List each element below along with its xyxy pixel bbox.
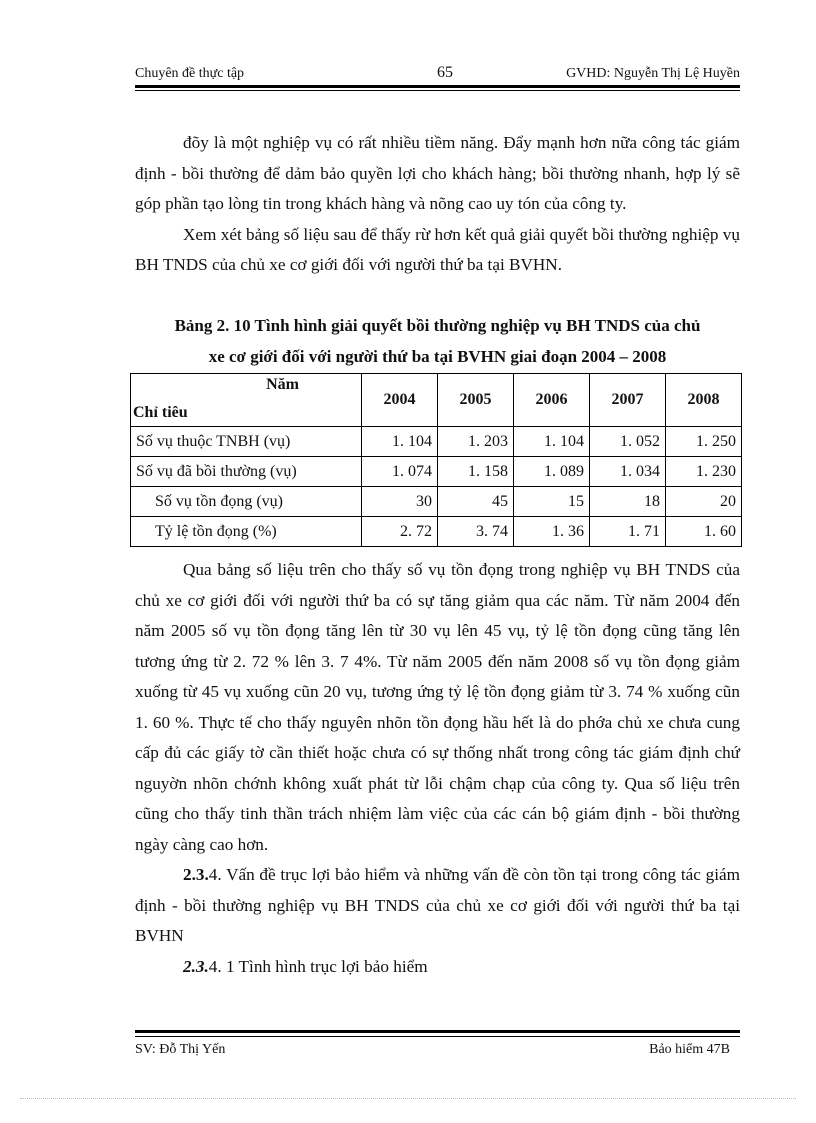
footer-student: SV: Đỗ Thị Yến <box>135 1042 226 1057</box>
data-table <box>130 373 742 547</box>
table-cell: 1. 104 <box>514 427 590 457</box>
paragraph: đõy là một nghiệp vụ có rất nhiều tiềm năng. Đẩy mạnh hơn nữa công tác giám định - bồi thường để dảm bảo quyền lợi cho khách hàng; bồi thường nhanh, hợp lý sẽ góp phần tạo lòng tin trong khách hàng và nõng cao uy tón của công ty. <box>135 133 740 213</box>
table-caption-line1: Bảng 2. 10 Tình hình giải quyết bồi thường nghiệp vụ BH TNDS của chủ <box>174 316 701 335</box>
table-cell: 1. 034 <box>590 457 666 487</box>
table-row <box>131 517 742 547</box>
table-cell: 1. 158 <box>438 457 514 487</box>
year-header: 2005 <box>438 374 514 427</box>
year-header: 2008 <box>666 374 742 427</box>
section-heading-2-3-4 <box>135 860 740 952</box>
table-cell: 1. 052 <box>590 427 666 457</box>
table-cell: 1. 230 <box>666 457 742 487</box>
year-header: 2004 <box>362 374 438 427</box>
row-label: Tỷ lệ tồn đọng (%) <box>131 517 362 547</box>
page-number: 65 <box>437 64 453 81</box>
analysis-text <box>135 555 740 982</box>
table-cell: 1. 089 <box>514 457 590 487</box>
table-caption <box>135 311 740 372</box>
subsection-title: 4. 1 Tình hình trục lợi bảo hiểm <box>208 956 428 976</box>
header-rule-thick <box>135 85 740 88</box>
header-supervisor: GVHD: Nguyễn Thị Lệ Huyền <box>566 66 740 81</box>
table-cell: 1. 074 <box>362 457 438 487</box>
corner-top-label: Năm <box>266 376 299 393</box>
row-label: Số vụ tồn đọng (vụ) <box>131 487 362 517</box>
row-label: Số vụ thuộc TNBH (vụ) <box>131 427 362 457</box>
table-cell: 1. 250 <box>666 427 742 457</box>
header-rule-thin <box>135 90 740 91</box>
paragraph: Qua bảng số liệu trên cho thấy số vụ tồn đọng trong nghiệp vụ BH TNDS của chủ xe cơ giới đối với người thứ ba có sự tăng giảm qua các năm. Từ năm 2004 đến năm 2005 số vụ tồn đọng tăng lên từ 30 vụ lên 45 vụ, tỷ lệ tồn đọng cũng tăng lên tương ứng từ 2. 72 % lên 3. 7 4%. Từ năm 2005 đến năm 2008 số vụ tồn đọng giảm xuống từ 45 vụ xuống cũn 20 vụ, tương ứng tỷ lệ tồn đọng giảm từ 3. 74 % xuống cũn 1. 60 %. Thực tế cho thấy nguyên nhõn tồn đọng hầu hết là do phớa chủ xe chưa cung cấp đủ các giấy tờ cần thiết hoặc chưa có sự thống nhất trong công tác giám định chứ nguyờn nhõn chớnh không xuất phát từ lỗi chậm chạp của công ty. Qua số liệu trên cũng cho thấy tinh thần trách nhiệm làm việc của các cán bộ giám định - bồi thường ngày càng cao hơn. <box>135 560 740 854</box>
table-header-row <box>131 374 742 427</box>
year-header: 2006 <box>514 374 590 427</box>
intro-text <box>135 128 740 281</box>
section-heading-2-3-4-1 <box>135 952 740 983</box>
footer-class: Bảo hiểm 47B <box>649 1042 730 1057</box>
table-row <box>131 457 742 487</box>
table-cell: 15 <box>514 487 590 517</box>
section-number: 2.3. <box>183 865 209 884</box>
footer-rule-thick <box>135 1030 740 1033</box>
table-cell: 1. 104 <box>362 427 438 457</box>
row-label: Số vụ đã bồi thường (vụ) <box>131 457 362 487</box>
table-cell: 1. 60 <box>666 517 742 547</box>
table-cell: 2. 72 <box>362 517 438 547</box>
subsection-number: 2.3. <box>183 956 209 976</box>
year-header: 2007 <box>590 374 666 427</box>
table-caption-line2: xe cơ giới đối với người thứ ba tại BVHN giai đoạn 2004 – 2008 <box>208 346 667 366</box>
table-cell: 20 <box>666 487 742 517</box>
corner-bottom-label: Chỉ tiêu <box>133 404 188 421</box>
table-cell: 45 <box>438 487 514 517</box>
section-title: 4. Vấn đề trục lợi bảo hiểm và những vấn đề còn tồn tại trong công tác giám định - bồi thường nghiệp vụ BH TNDS của chủ xe cơ giới đối với người thứ ba tại BVHN <box>135 865 740 945</box>
table-row <box>131 487 742 517</box>
table-cell: 1. 203 <box>438 427 514 457</box>
table-cell: 1. 36 <box>514 517 590 547</box>
page-edge-dots <box>20 1098 796 1099</box>
paragraph: Xem xét bảng số liệu sau để thấy rừ hơn kết quả giải quyết bồi thường nghiệp vụ BH TNDS của chủ xe cơ giới đối với người thứ ba tại BVHN. <box>135 224 740 274</box>
table-cell: 3. 74 <box>438 517 514 547</box>
table-row <box>131 427 742 457</box>
page-header <box>135 62 740 84</box>
footer-rule-thin <box>135 1036 740 1037</box>
table-cell: 1. 71 <box>590 517 666 547</box>
table-cell: 30 <box>362 487 438 517</box>
header-title: Chuyên đề thực tập <box>135 66 245 81</box>
table-corner-cell <box>131 374 362 427</box>
table-cell: 18 <box>590 487 666 517</box>
